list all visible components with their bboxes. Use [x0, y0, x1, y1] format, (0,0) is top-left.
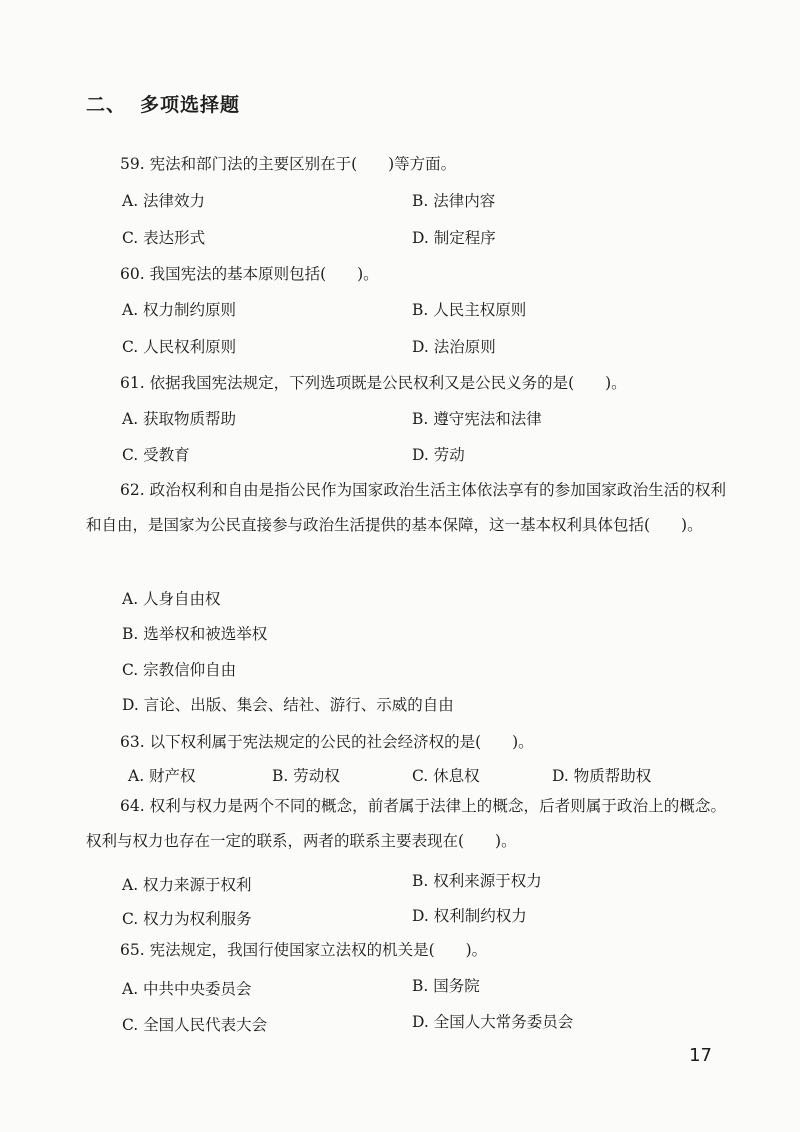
question-62-option-c: C. 宗教信仰自由 [122, 661, 237, 679]
question-63-option-b: B. 劳动权 [272, 767, 340, 785]
question-61-option-a: A. 获取物质帮助 [122, 410, 237, 428]
question-63-option-c: C. 休息权 [412, 767, 480, 785]
question-62-stem: 62. 政治权利和自由是指公民作为国家政治生活主体依法享有的参加国家政治生活的权利和自由，是国家为公民直接参与政治生活提供的基本保障，这一基本权利具体包括( )。 [86, 481, 726, 534]
question-62-option-a: A. 人身自由权 [122, 590, 221, 608]
question-60-option-c: C. 人民权利原则 [122, 338, 237, 356]
question-60-option-b: B. 人民主权原则 [412, 301, 527, 319]
page-number: 17 [689, 1045, 712, 1066]
question-62-option-d: D. 言论、出版、集会、结社、游行、示威的自由 [122, 696, 454, 714]
question-65-option-c: C. 全国人民代表大会 [122, 1016, 268, 1034]
question-65-stem: 65. 宪法规定，我国行使国家立法权的机关是( )。 [120, 941, 488, 959]
question-65-option-d: D. 全国人大常务委员会 [412, 1013, 574, 1031]
question-65-option-b: B. 国务院 [412, 977, 480, 995]
question-61-option-d: D. 劳动 [412, 446, 465, 464]
question-65-option-a: A. 中共中央委员会 [122, 980, 252, 998]
question-64-option-d: D. 权利制约权力 [412, 907, 527, 925]
question-59-option-a: A. 法律效力 [122, 192, 206, 210]
question-59-option-d: D. 制定程序 [412, 229, 496, 247]
question-61-stem: 61. 依据我国宪法规定，下列选项既是公民权利又是公民义务的是( )。 [120, 374, 627, 392]
question-60-option-a: A. 权力制约原则 [122, 301, 237, 319]
question-64-option-a: A. 权力来源于权利 [122, 876, 252, 894]
question-59-option-b: B. 法律内容 [412, 192, 496, 210]
question-63-stem: 63. 以下权利属于宪法规定的公民的社会经济权的是( )。 [120, 733, 534, 751]
question-62-option-b: B. 选举权和被选举权 [122, 625, 268, 643]
question-59-option-c: C. 表达形式 [122, 229, 206, 247]
section-heading [86, 90, 240, 117]
section-title: 多项选择题 [140, 94, 241, 116]
question-64-option-b: B. 权利来源于权力 [412, 872, 542, 890]
question-63-option-d: D. 物质帮助权 [552, 767, 652, 785]
question-60-option-d: D. 法治原则 [412, 338, 496, 356]
question-63-option-a: A. 财产权 [128, 767, 196, 785]
question-64-stem: 64. 权利与权力是两个不同的概念，前者属于法律上的概念，后者则属于政治上的概念。权利与权力也存在一定的联系，两者的联系主要表现在( )。 [86, 797, 726, 850]
question-59-stem: 59. 宪法和部门法的主要区别在于( )等方面。 [120, 155, 457, 173]
section-number: 二、 [86, 94, 127, 116]
question-60-stem: 60. 我国宪法的基本原则包括( )。 [120, 265, 379, 283]
question-61-option-c: C. 受教育 [122, 446, 190, 464]
question-64-option-c: C. 权力为权利服务 [122, 910, 252, 928]
question-61-option-b: B. 遵守宪法和法律 [412, 410, 542, 428]
